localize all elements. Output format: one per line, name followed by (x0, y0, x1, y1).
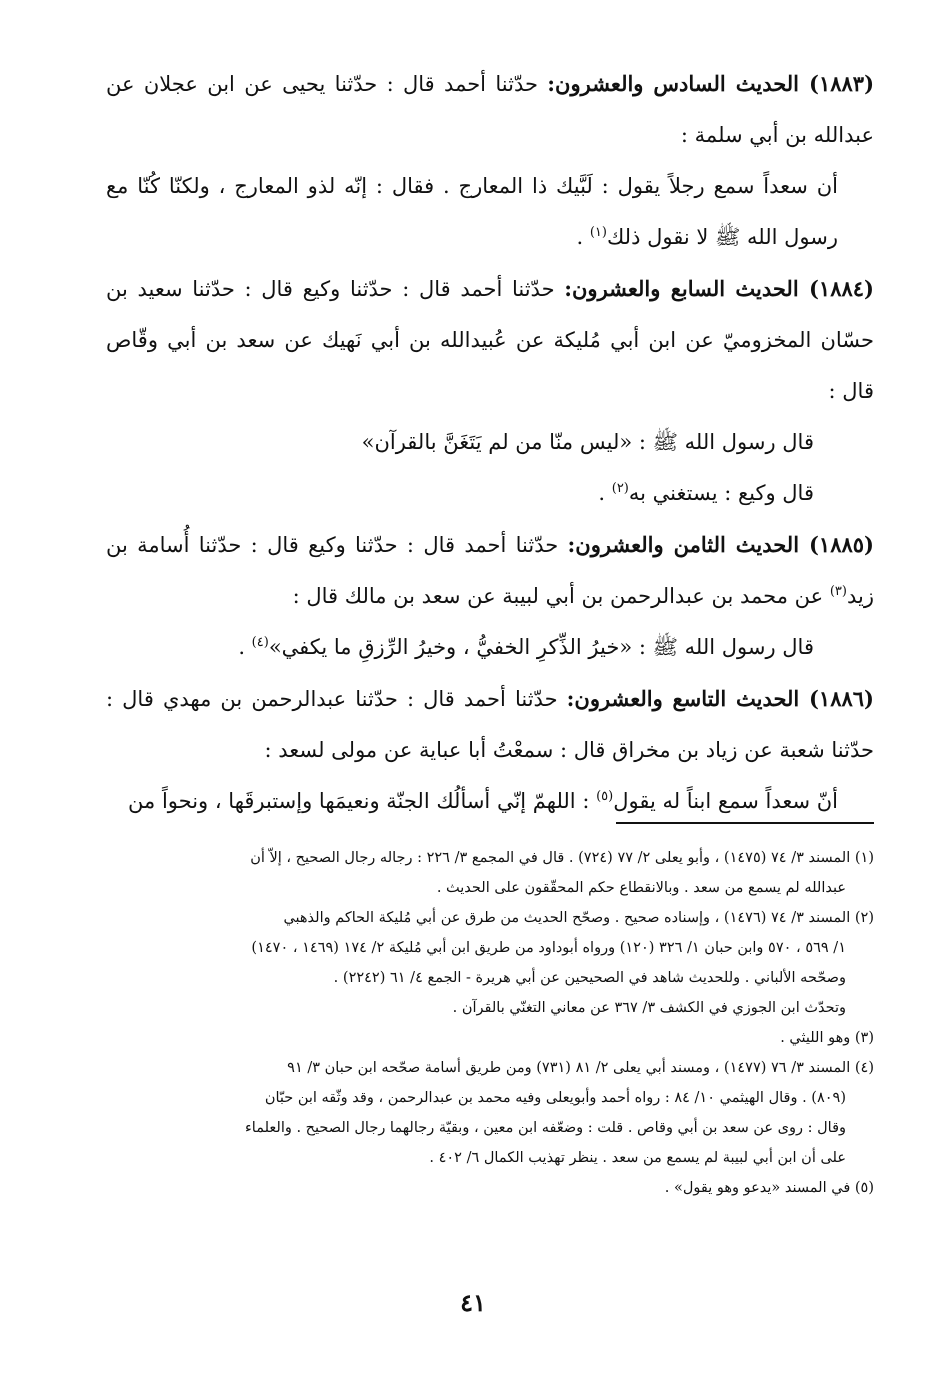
hadith-1886-intro (106, 673, 874, 776)
footnote-4-line-3: وقال : روى عن سعد بن أبي وقاص . قلت : وضعّفه ابن معين ، وبقيّة رجالهما رجال الصحيح . والعلماء (244, 1120, 846, 1136)
footnote-5: (٥) في المسند «يدعو وهو يقول» . (664, 1180, 874, 1196)
hadith-1885-isnad-b: عن محمد بن عبدالرحمن بن أبي لبيبة عن سعد بن مالك قال : (292, 584, 824, 608)
hadith-1883-matn: أن سعداً سمع رجلاً يقول : لَبَّيك ذا المعارج . فقال : إنّه لذو المعارج ، ولكنّا كُنّا مع رسول الله ﷺ لا نقول ذلك$^{(١)}$ . (106, 174, 838, 249)
hadith-1884-body: قال وكيع : يستغني به (628, 481, 814, 505)
page-number: ٤١ (460, 1288, 486, 1317)
footnote-2-line-1: (٢) المسند ٣/ ٧٤ (١٤٧٦) ، وإسناده صحيح . وصحّح الحديث من طرق عن أبي مُليكة الحاكم والذهبي (283, 910, 874, 926)
footnote-2-line-4: وتحدّث ابن الجوزي في الكشف ٣/ ٣٦٧ عن معاني التغنّي بالقرآن . (452, 1000, 846, 1016)
hadith-1886-matn (106, 776, 874, 827)
footnote-ref: (٤) (251, 635, 269, 650)
footnote-ref: (١) (589, 225, 607, 240)
footnote-ref: (٥) (596, 789, 614, 804)
footnote-2-line-3: وصحّحه الألباني . وللحديث شاهد في الصحيحين عن أبي هريرة - الجمع ٤/ ٦١ (٢٢٤٢) . (333, 970, 846, 986)
hadith-1886-body-b: : اللهمّ إنّي أسألُك الجنّة ونعيمَها وإستبرقَها ، ونحواً من (128, 789, 590, 813)
hadith-1883-intro (106, 58, 874, 161)
footnote-4-line-2: (٨٠٩) . وقال الهيثمي ١٠/ ٨٤ : رواه أحمد وأبويعلى وفيه محمد بن عبدالرحمن ، وقد وثّقه ابن حبّان (264, 1090, 846, 1106)
hadith-1884-heading: (١٨٨٤) الحديث السابع والعشرون: (564, 276, 874, 301)
footnote-separator (616, 822, 874, 824)
footnote-1-line-2: عبدالله لم يسمع من سعد . وبالانقطاع حكم المحقّقون على الحديث . (436, 880, 846, 896)
footnote-1-line-1: (١) المسند ٣/ ٧٤ (١٤٧٥) ، وأبو يعلى ٢/ ٧٧ (٧٢٤) . قال في المجمع ٣/ ٢٢٦ : رجاله رجال الصحيح ، إلاّ أن (250, 850, 874, 866)
hadith-1884-note: قال وكيع : يستغني به$^{(٢)}$ . (598, 481, 814, 505)
hadith-1883-heading: (١٨٨٣) الحديث السادس والعشرون: (547, 71, 874, 96)
footnote-ref: (٣) (829, 584, 847, 599)
footnotes (104, 843, 874, 1203)
hadith-1884-matn: قال رسول الله ﷺ : «ليس منّا من لم يَتَغَنَّ بالقرآن» (361, 430, 814, 454)
footnote-4-line-1: (٤) المسند ٣/ ٧٦ (١٤٧٧) ، ومسند أبي يعلى ٢/ ٨١ (٧٣١) ومن طريق أسامة صحّحه ابن حبان ٣/ ٩١ (287, 1060, 874, 1076)
hadith-1884-isnad: حدّثنا أحمد قال : حدّثنا وكيع قال : حدّثنا سعيد بن حسّان المخزوميّ عن ابن أبي مُليكة عن عُبيدالله بن أبي نَهيك عن سعد بن أبي وقّاص قال : (106, 277, 874, 403)
hadith-1885-matn: قال رسول الله ﷺ : «خيرُ الذِّكرِ الخفيُّ ، وخيرُ الرِّزقِ ما يكفي»$^{(٤)}$ . (238, 635, 814, 659)
hadith-1883-isnad: حدّثنا أحمد قال : حدّثنا يحيى عن ابن عجلان عن عبدالله بن أبي سلمة : (106, 72, 874, 147)
hadith-1885-body: قال رسول الله ﷺ : «خيرُ الذِّكرِ الخفيُّ ، وخيرُ الرِّزقِ ما يكفي» (268, 635, 814, 659)
hadith-1885-heading: (١٨٨٥) الحديث الثامن والعشرون: (567, 532, 874, 557)
hadith-1885-isnad-a: حدّثنا أحمد قال : حدّثنا وكيع قال : حدّثنا أُسامة بن زيد (106, 533, 874, 608)
footnote-4-line-4: على أن ابن أبي لبيبة لم يسمع من سعد . ينظر تهذيب الكمال ٦/ ٤٠٢ . (429, 1150, 846, 1166)
hadith-1886-body-a: أنّ سعداً سمع ابناً له يقول (613, 789, 838, 813)
hadith-1886-isnad: حدّثنا أحمد قال : حدّثنا عبدالرحمن بن مهدي قال : حدّثنا شعبة عن زياد بن مخراق قال : سمعْتُ أبا عباية عن مولى لسعد : (106, 687, 874, 762)
footnote-2-line-2: ١/ ٥٦٩ ، ٥٧٠ وابن حبان ١/ ٣٢٦ (١٢٠) ورواه أبوداود من طريق ابن أبي مُليكة ٢/ ١٧٤ (١٤٦٩ ، ١٤٧٠) (251, 940, 846, 956)
hadith-1884-intro (106, 263, 874, 417)
hadith-1885-intro (106, 519, 874, 622)
hadith-1886-heading: (١٨٨٦) الحديث التاسع والعشرون: (566, 686, 874, 711)
footnote-3: (٣) وهو الليثي . (780, 1030, 874, 1046)
footnote-ref: (٢) (611, 481, 629, 496)
hadith-1883-body: أن سعداً سمع رجلاً يقول : لَبَّيك ذا المعارج . فقال : إنّه لذو المعارج ، ولكنّا كُنّا مع رسول الله ﷺ لا نقول ذلك (106, 174, 838, 249)
